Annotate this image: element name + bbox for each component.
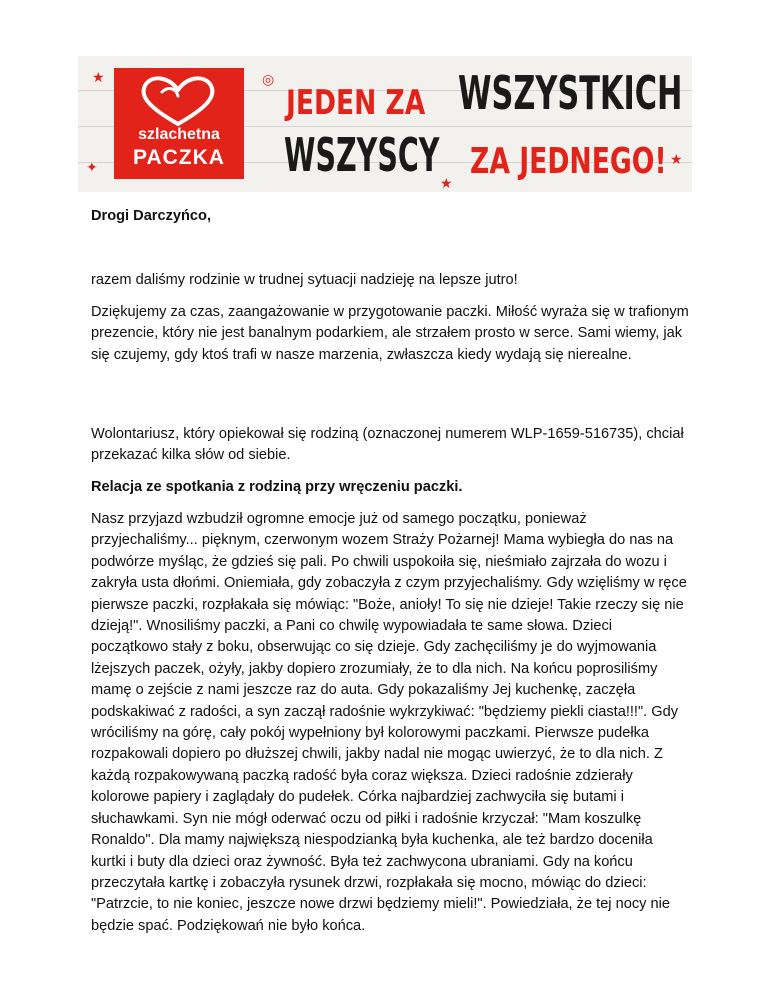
logo-name: szlachetna — [138, 126, 220, 143]
header-banner — [78, 56, 692, 192]
star-doodle-icon: ★ — [670, 151, 683, 167]
slogan-part-2: WSZYSTKICH — [458, 66, 683, 120]
volunteer-intro: Wolontariusz, który opiekował się rodziną (oznaczonej numerem WLP-1659-516735), chciał przekazać kilka słów od siebie. — [91, 426, 684, 464]
szlachetna-paczka-logo — [114, 68, 244, 179]
letter-thanks: Dziękujemy za czas, zaangażowanie w przygotowanie paczki. Miłość wyraża się w trafionym prezencie, który nie jest banalnym podarkiem, ale strzałem prosto w serce. Sami wiemy, jak się czujemy, gdy ktoś trafi w nasze marzenia, zwłaszcza kiedy wydają się nierealne. — [91, 304, 689, 363]
star-doodle-icon: ✦ — [86, 159, 98, 175]
slogan-part-3: WSZYSCY — [284, 128, 440, 182]
report-heading: Relacja ze spotkania z rodziną przy wręczeniu paczki. — [91, 479, 463, 495]
slogan-part-4: ZA JEDNEGO! — [470, 141, 667, 182]
heart-logo-icon — [132, 74, 224, 130]
report-body: Nasz przyjazd wzbudził ogromne emocje już od samego początku, ponieważ przyjechaliśmy... pięknym, czerwonym wozem Straży Pożarnej! Mama wybiegła do nas na podwórze myśląc, że gdzieś się pali. Po chwili uspokoiła się, nieśmiało zajrzała do wozu i zakryła usta dłońmi. Oniemiała, gdy zobaczyła z czym przyjechaliśmy. Gdy wzięliśmy w ręce pierwsze paczki, rozpłakała się mówiąc: "Boże, anioły! To się nie dzieje! Takie rzeczy się nie dzieją!". Wnosiliśmy paczki, a Pani co chwilę wypowiadała te same słowa. Dzieci początkowo stały z boku, obserwując co się dzieje. Gdy zachęciliśmy je do wyjmowania lżejszych paczek, ożyły, jakby dopiero zrozumiały, że to dla nich. Na końcu poprosiliśmy mamę o zejście z nami jeszcze raz do auta. Gdy pokazaliśmy Jej kuchenkę, zaczęła podskakiwać z radości, a syn zaczął radośnie wykrzykiwać: "będziemy piekli ciasta!!!". Gdy wróciliśmy na górę, cały pokój wypełniony był kolorowymi paczkami. Pierwsze pudełka rozpakowali dopiero po dłuższej chwili, jakby nadal nie mogąc uwierzyć, że to dla nich. Z każdą rozpakowywaną paczką radość była coraz większa. Dzieci radośnie zdzierały kolorowe papiery i zaglądały do pudełek. Córka najbardziej zachwyciła się butami i słuchawkami. Syn nie mógł oderwać oczu od piłki i radośnie krzyczał: "Mam koszulkę Ronaldo". Dla mamy największą niespodzianką była kuchenka, ale też bardzo doceniła kurtki i buty dla dzieci oraz żywność. Była też zachwycona ubraniami. Gdy na końcu przeczytała kartkę i zobaczyła rysunek drzwi, rozpłakała się mocno, mówiąc do dzieci: "Patrzcie, to nie koniec, jeszcze nowe drzwi będziemy mieli!". Powiedziała, że tej nocy nie będzie spać. Podziękowań nie było końca. — [91, 511, 687, 934]
star-doodle-icon: ★ — [440, 175, 453, 191]
letter-intro: razem daliśmy rodzinie w trudnej sytuacji nadzieję na lepsze jutro! — [91, 272, 518, 288]
slogan-part-1: JEDEN ZA — [286, 83, 426, 123]
planet-doodle-icon: ◎ — [262, 71, 275, 87]
star-doodle-icon: ★ — [92, 69, 105, 85]
logo-subtitle: PACZKA — [133, 146, 225, 169]
letter-greeting: Drogi Darczyńco, — [91, 208, 212, 224]
